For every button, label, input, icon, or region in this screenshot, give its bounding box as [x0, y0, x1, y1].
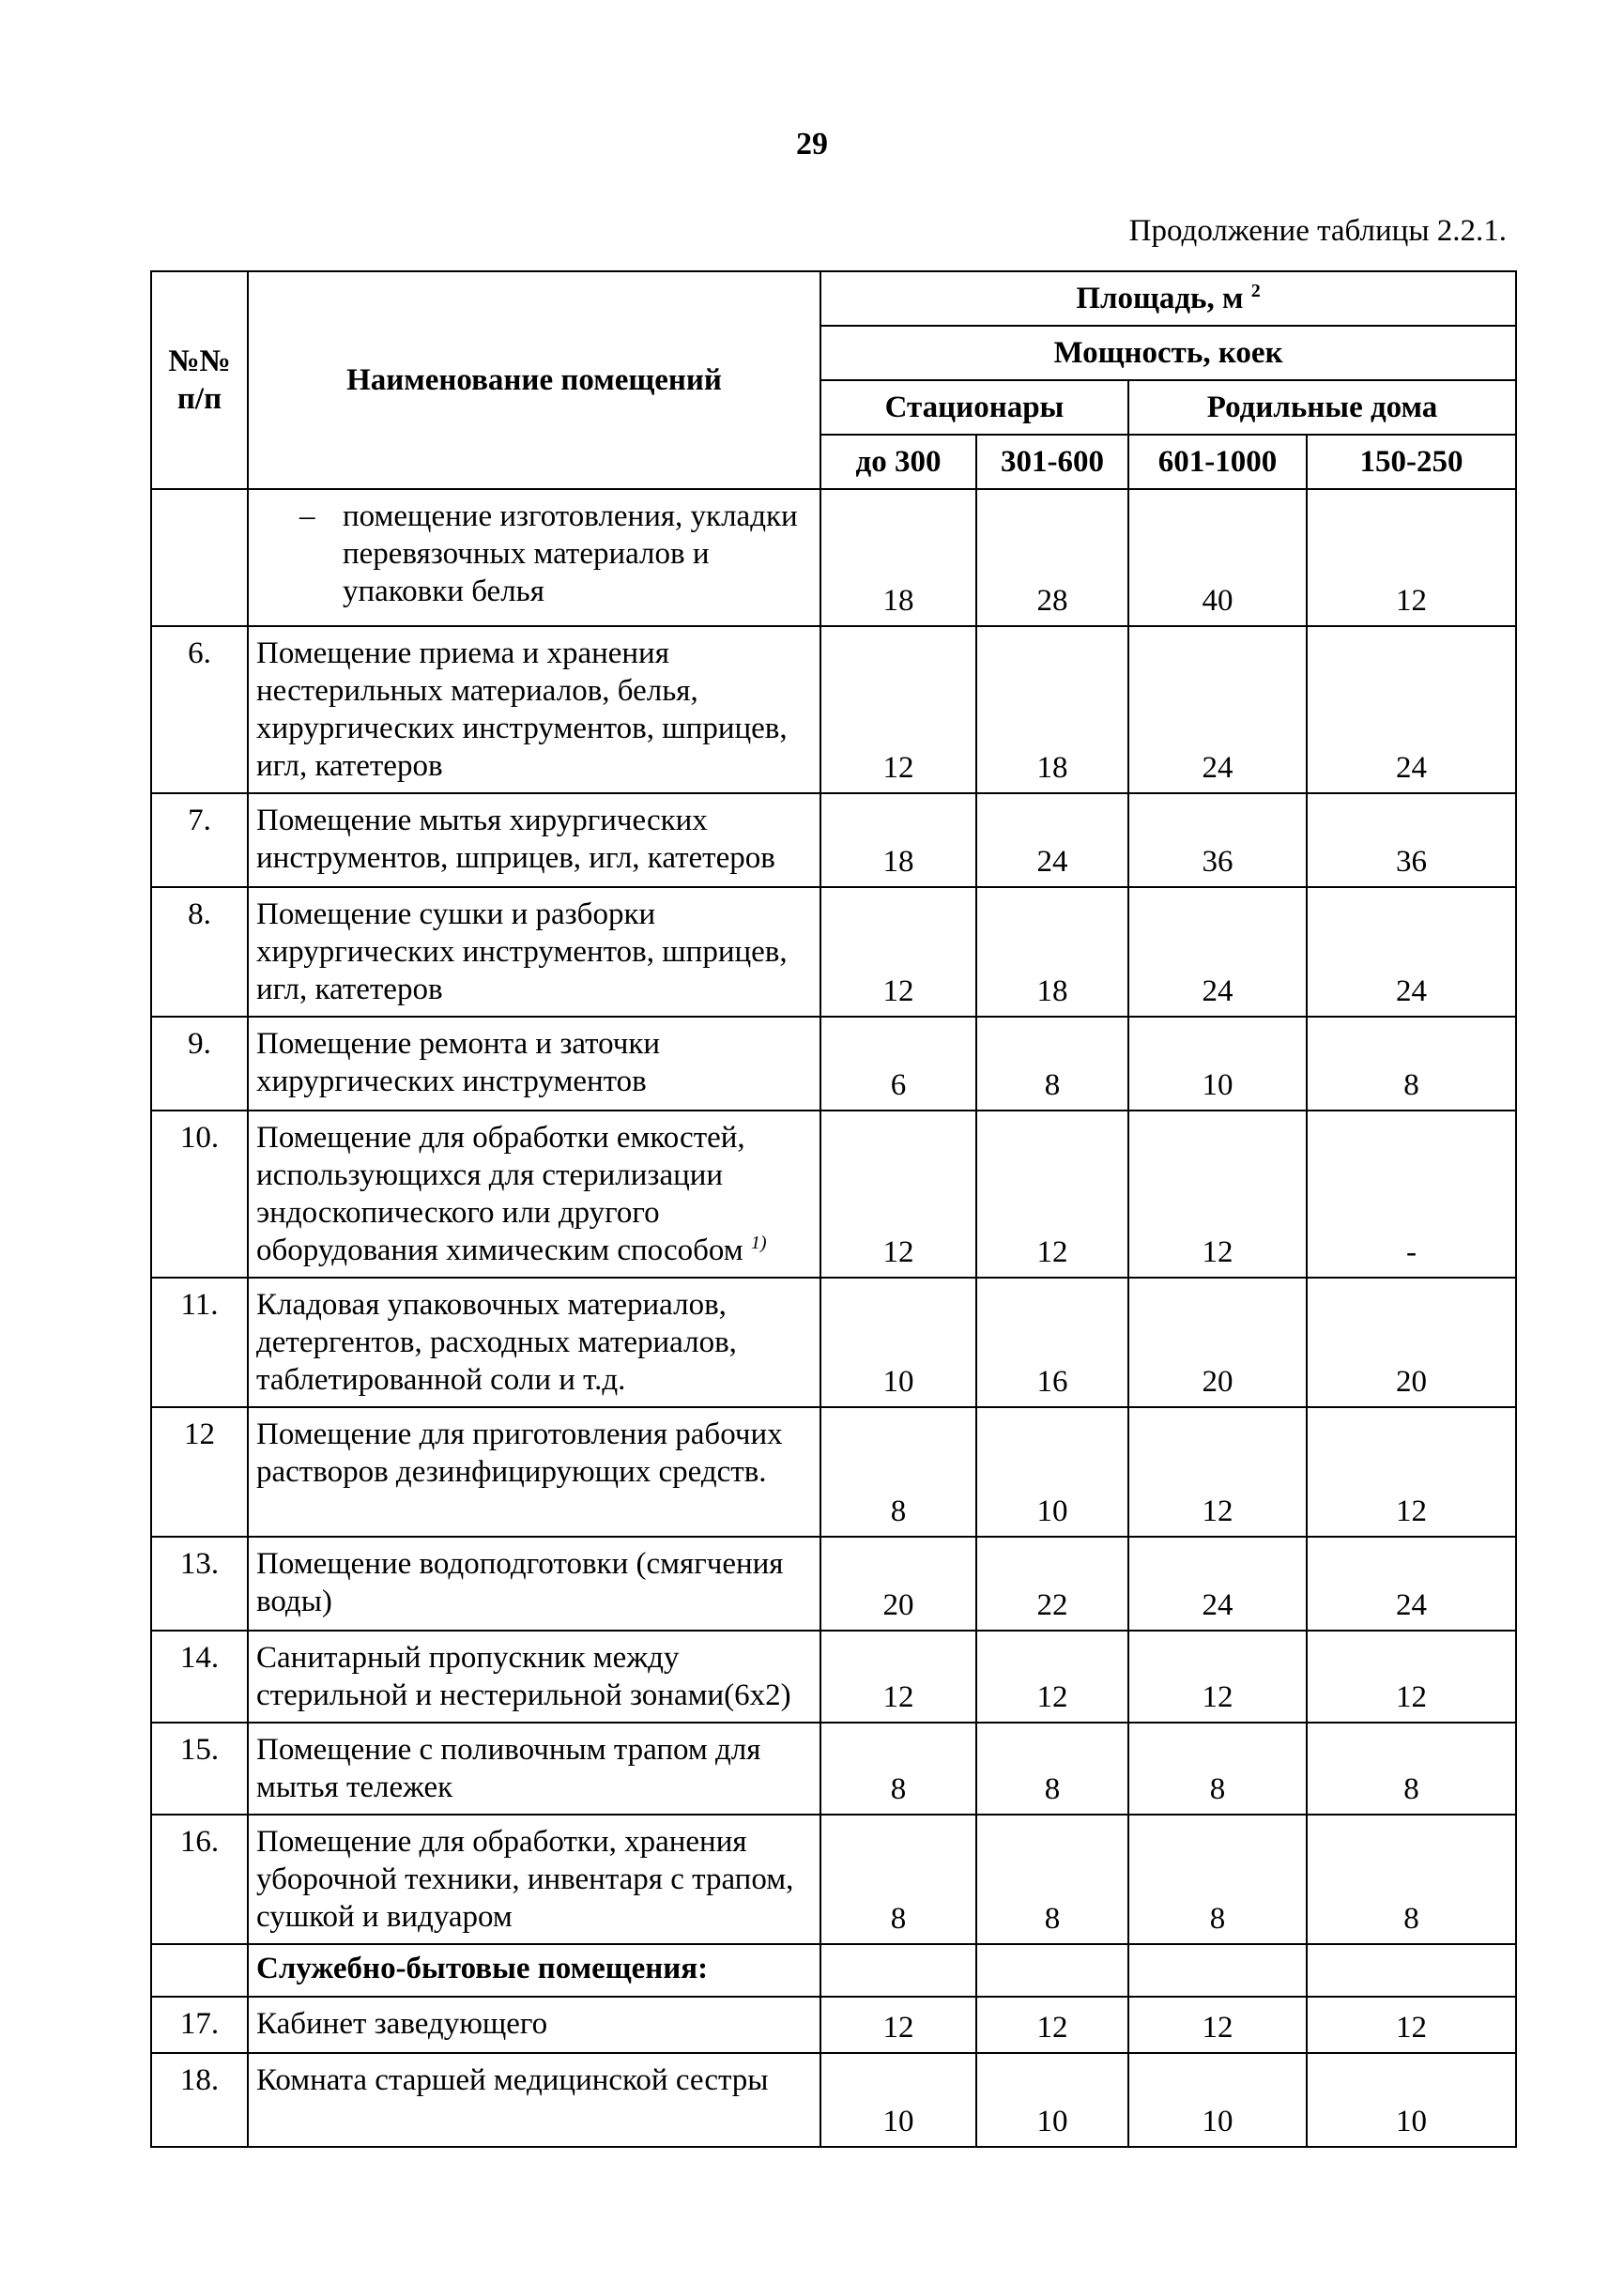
header-area — [820, 271, 1516, 326]
section-empty-cell — [1128, 1944, 1307, 1997]
row-value-col1: 8 — [820, 1723, 976, 1815]
row-num: 8. — [151, 887, 248, 1017]
row-value-col2: 10 — [976, 1407, 1128, 1537]
row-num: 13. — [151, 1537, 248, 1631]
header-area-sup: 2 — [1250, 281, 1261, 301]
row-value-col1: 12 — [820, 1631, 976, 1723]
row-value-col2: 18 — [976, 626, 1128, 793]
row-name: Помещение ремонта и заточки хирургических инструментов — [248, 1017, 820, 1111]
table-row — [151, 793, 1516, 887]
table-row — [151, 1997, 1516, 2053]
row-value-col1: 12 — [820, 1111, 976, 1278]
row-value-col3: 24 — [1128, 626, 1307, 793]
row-value-col4: 12 — [1307, 1997, 1516, 2053]
row-name: Помещение с поливочным трапом для мытья тележек — [248, 1723, 820, 1815]
row-num: 11. — [151, 1278, 248, 1407]
row-name: Помещение приема и хранения нестерильных материалов, белья, хирургических инструментов, шприцев, игл, катетеров — [248, 626, 820, 793]
row-name-text: помещение изготовления, укладки перевязочных материалов и упаковки белья — [343, 499, 798, 608]
row-value-col3: 12 — [1128, 1111, 1307, 1278]
row-value-col4: 12 — [1307, 489, 1516, 626]
row-value-col1: 8 — [820, 1407, 976, 1537]
row-value-col2: 12 — [976, 1631, 1128, 1723]
row-num: 10. — [151, 1111, 248, 1278]
header-col1: до 300 — [820, 435, 976, 489]
row-value-col3: 20 — [1128, 1278, 1307, 1407]
row-value-col2: 8 — [976, 1017, 1128, 1111]
row-name: Помещение мытья хирургических инструментов, шприцев, игл, катетеров — [248, 793, 820, 887]
table-row — [151, 489, 1516, 626]
table-row — [151, 1631, 1516, 1723]
row-num: 12 — [151, 1407, 248, 1537]
row-num: 18. — [151, 2053, 248, 2147]
row-value-col3: 24 — [1128, 1537, 1307, 1631]
row-num: 16. — [151, 1815, 248, 1944]
row-value-col3: 8 — [1128, 1723, 1307, 1815]
row-value-col4: 24 — [1307, 1537, 1516, 1631]
row-value-col1: 18 — [820, 793, 976, 887]
row-value-col1: 20 — [820, 1537, 976, 1631]
table-row — [151, 2053, 1516, 2147]
row-name: Кабинет заведующего — [248, 1997, 820, 2053]
row-value-col1: 8 — [820, 1815, 976, 1944]
table-row — [151, 1407, 1516, 1537]
row-name: Помещение для обработки, хранения уборочной техники, инвентаря с трапом, сушкой и видуаром — [248, 1815, 820, 1944]
row-value-col4: 10 — [1307, 2053, 1516, 2147]
row-name — [248, 489, 820, 626]
row-value-col4: - — [1307, 1111, 1516, 1278]
row-value-col3: 10 — [1128, 2053, 1307, 2147]
row-num: 14. — [151, 1631, 248, 1723]
row-value-col2: 22 — [976, 1537, 1128, 1631]
table-row — [151, 1017, 1516, 1111]
row-value-col2: 10 — [976, 2053, 1128, 2147]
row-value-col2: 24 — [976, 793, 1128, 887]
row-value-col4: 8 — [1307, 1815, 1516, 1944]
row-value-col2: 16 — [976, 1278, 1128, 1407]
row-name: Кладовая упаковочных материалов, детергентов, расходных материалов, таблетированной соли и т.д. — [248, 1278, 820, 1407]
section-empty-cell — [976, 1944, 1128, 1997]
row-dash: – — [299, 499, 315, 533]
row-value-col3: 12 — [1128, 1631, 1307, 1723]
header-num-label: №№ п/п — [168, 345, 231, 416]
row-value-col1: 10 — [820, 2053, 976, 2147]
row-value-col3: 36 — [1128, 793, 1307, 887]
header-group-maternity: Родильные дома — [1128, 380, 1516, 435]
row-value-col2: 12 — [976, 1111, 1128, 1278]
header-col2: 301-600 — [976, 435, 1128, 489]
row-num: 6. — [151, 626, 248, 793]
header-name — [248, 271, 820, 489]
row-value-col3: 12 — [1128, 1407, 1307, 1537]
table-row — [151, 1537, 1516, 1631]
table-row — [151, 626, 1516, 793]
row-value-col4: 36 — [1307, 793, 1516, 887]
row-name: Помещение водоподготовки (смягчения воды) — [248, 1537, 820, 1631]
row-value-col3: 10 — [1128, 1017, 1307, 1111]
table-caption: Продолжение таблицы 2.2.1. — [1128, 214, 1507, 248]
row-name: Комната старшей медицинской сестры — [248, 2053, 820, 2147]
row-value-col1: 6 — [820, 1017, 976, 1111]
row-value-col4: 24 — [1307, 626, 1516, 793]
row-num — [151, 489, 248, 626]
section-empty-cell — [1307, 1944, 1516, 1997]
row-value-col4: 8 — [1307, 1017, 1516, 1111]
row-name: Помещение сушки и разборки хирургических инструментов, шприцев, игл, катетеров — [248, 887, 820, 1017]
row-value-col1: 12 — [820, 887, 976, 1017]
header-area-label: Площадь, м — [1076, 282, 1244, 315]
row-value-col1: 12 — [820, 626, 976, 793]
row-value-col1: 12 — [820, 1997, 976, 2053]
table-row — [151, 1278, 1516, 1407]
row-value-col2: 12 — [976, 1997, 1128, 2053]
row-name — [248, 1111, 820, 1278]
row-name: Помещение для приготовления рабочих растворов дезинфицирующих средств. — [248, 1407, 820, 1537]
row-value-col1: 18 — [820, 489, 976, 626]
row-value-col4: 24 — [1307, 887, 1516, 1017]
row-num: 17. — [151, 1997, 248, 2053]
row-num: 9. — [151, 1017, 248, 1111]
footnote-marker: 1) — [750, 1233, 767, 1253]
section-empty-cell — [820, 1944, 976, 1997]
row-value-col2: 8 — [976, 1815, 1128, 1944]
row-num: 7. — [151, 793, 248, 887]
row-value-col3: 40 — [1128, 489, 1307, 626]
row-value-col1: 10 — [820, 1278, 976, 1407]
header-col3: 601-1000 — [1128, 435, 1307, 489]
section-title: Служебно-бытовые помещения: — [248, 1944, 820, 1997]
table-row — [151, 1815, 1516, 1944]
header-num — [151, 271, 248, 489]
row-value-col3: 12 — [1128, 1997, 1307, 2053]
row-value-col2: 18 — [976, 887, 1128, 1017]
section-num-cell — [151, 1944, 248, 1997]
row-value-col2: 28 — [976, 489, 1128, 626]
row-value-col3: 24 — [1128, 887, 1307, 1017]
row-name: Санитарный пропускник между стерильной и нестерильной зонами(6х2) — [248, 1631, 820, 1723]
row-value-col4: 20 — [1307, 1278, 1516, 1407]
row-value-col2: 8 — [976, 1723, 1128, 1815]
table-row — [151, 1723, 1516, 1815]
header-capacity: Мощность, коек — [820, 326, 1516, 380]
row-value-col4: 12 — [1307, 1407, 1516, 1537]
row-name-text: Помещение для обработки емкостей, использующихся для стерилизации эндоскопического или другого оборудования химическим способом — [256, 1121, 745, 1267]
row-num: 15. — [151, 1723, 248, 1815]
table-row — [151, 887, 1516, 1017]
page-number: 29 — [796, 127, 828, 161]
row-value-col4: 8 — [1307, 1723, 1516, 1815]
rooms-area-table — [150, 270, 1517, 2148]
header-name-label: Наименование помещений — [346, 363, 722, 397]
header-col4: 150-250 — [1307, 435, 1516, 489]
section-row — [151, 1944, 1516, 1997]
row-value-col4: 12 — [1307, 1631, 1516, 1723]
row-value-col3: 8 — [1128, 1815, 1307, 1944]
table-row — [151, 1111, 1516, 1278]
header-group-stationary: Стационары — [820, 380, 1128, 435]
